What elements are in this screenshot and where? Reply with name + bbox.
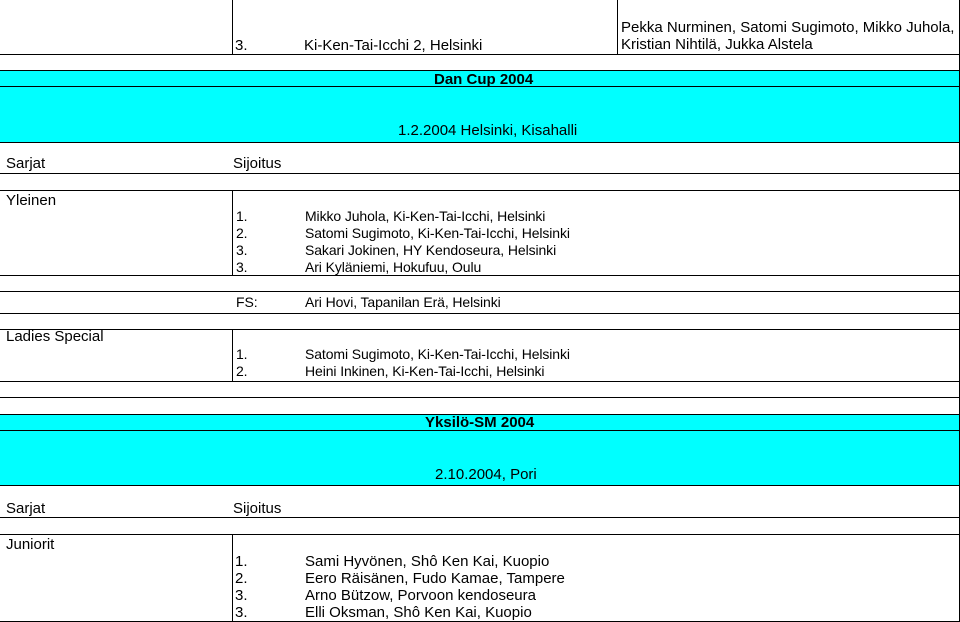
category-ladies-special: Ladies Special: [6, 328, 104, 345]
competitor: Sami Hyvönen, Shô Ken Kai, Kuopio: [305, 553, 550, 570]
competitor: Sakari Jokinen, HY Kendoseura, Helsinki: [305, 242, 557, 258]
grid-line: [0, 313, 960, 314]
yksilo-date-place: 2.10.2004, Pori: [435, 466, 537, 483]
dan-cup-title: Dan Cup 2004: [434, 71, 534, 88]
grid-line: [232, 534, 233, 622]
competitor: Arno Bützow, Porvoon kendoseura: [305, 587, 536, 604]
grid-line: [232, 190, 233, 275]
category-yleinen: Yleinen: [6, 192, 57, 209]
fighting-spirit-name: Ari Hovi, Tapanilan Erä, Helsinki: [305, 294, 501, 310]
grid-line: [0, 397, 960, 398]
grid-line: [0, 329, 960, 330]
competitor: Heini Inkinen, Ki-Ken-Tai-Icchi, Helsinki: [305, 363, 545, 379]
grid-line: [0, 142, 960, 143]
grid-line: [232, 329, 233, 381]
grid-line: [0, 517, 960, 518]
competitor: Satomi Sugimoto, Ki-Ken-Tai-Icchi, Helsinki: [305, 225, 570, 241]
yksilo-col-sijoitus: Sijoitus: [233, 500, 282, 517]
grid-line: [0, 381, 960, 382]
place: 3.: [235, 587, 248, 604]
place: 1.: [236, 208, 248, 224]
grid-line: [617, 0, 618, 54]
competitor: Ari Kyläniemi, Hokufuu, Oulu: [305, 259, 482, 275]
competitor: Satomi Sugimoto, Ki-Ken-Tai-Icchi, Helsinki: [305, 346, 570, 362]
dan-cup-col-sijoitus: Sijoitus: [233, 155, 282, 172]
top-club: Ki-Ken-Tai-Icchi 2, Helsinki: [304, 37, 483, 54]
top-members-line2: Kristian Nihtilä, Jukka Alstela: [621, 36, 813, 53]
fighting-spirit-label: FS:: [236, 294, 258, 310]
competitor: Eero Räisänen, Fudo Kamae, Tampere: [305, 570, 565, 587]
grid-line: [0, 291, 960, 292]
place: 3.: [235, 604, 248, 621]
dan-cup-col-sarjat: Sarjat: [6, 155, 46, 172]
place: 2.: [235, 570, 248, 587]
place: 2.: [236, 225, 248, 241]
dan-cup-date-place: 1.2.2004 Helsinki, Kisahalli: [398, 122, 578, 139]
place: 2.: [236, 363, 248, 379]
place: 1.: [235, 553, 248, 570]
yksilo-col-sarjat: Sarjat: [6, 500, 46, 517]
top-members-line1: Pekka Nurminen, Satomi Sugimoto, Mikko Juhola,: [621, 19, 955, 36]
competitor: Elli Oksman, Shô Ken Kai, Kuopio: [305, 604, 532, 621]
yksilo-title: Yksilö-SM 2004: [425, 414, 535, 431]
place: 1.: [236, 346, 248, 362]
grid-line: [0, 54, 960, 55]
grid-line: [0, 190, 960, 191]
grid-line: [232, 0, 233, 54]
place: 3.: [236, 242, 248, 258]
grid-line: [0, 173, 960, 174]
competitor: Mikko Juhola, Ki-Ken-Tai-Icchi, Helsinki: [305, 208, 546, 224]
grid-line: [0, 534, 960, 535]
category-juniorit: Juniorit: [6, 536, 55, 553]
place: 3.: [236, 259, 248, 275]
grid-line: [0, 485, 960, 486]
top-rank: 3.: [235, 37, 248, 54]
